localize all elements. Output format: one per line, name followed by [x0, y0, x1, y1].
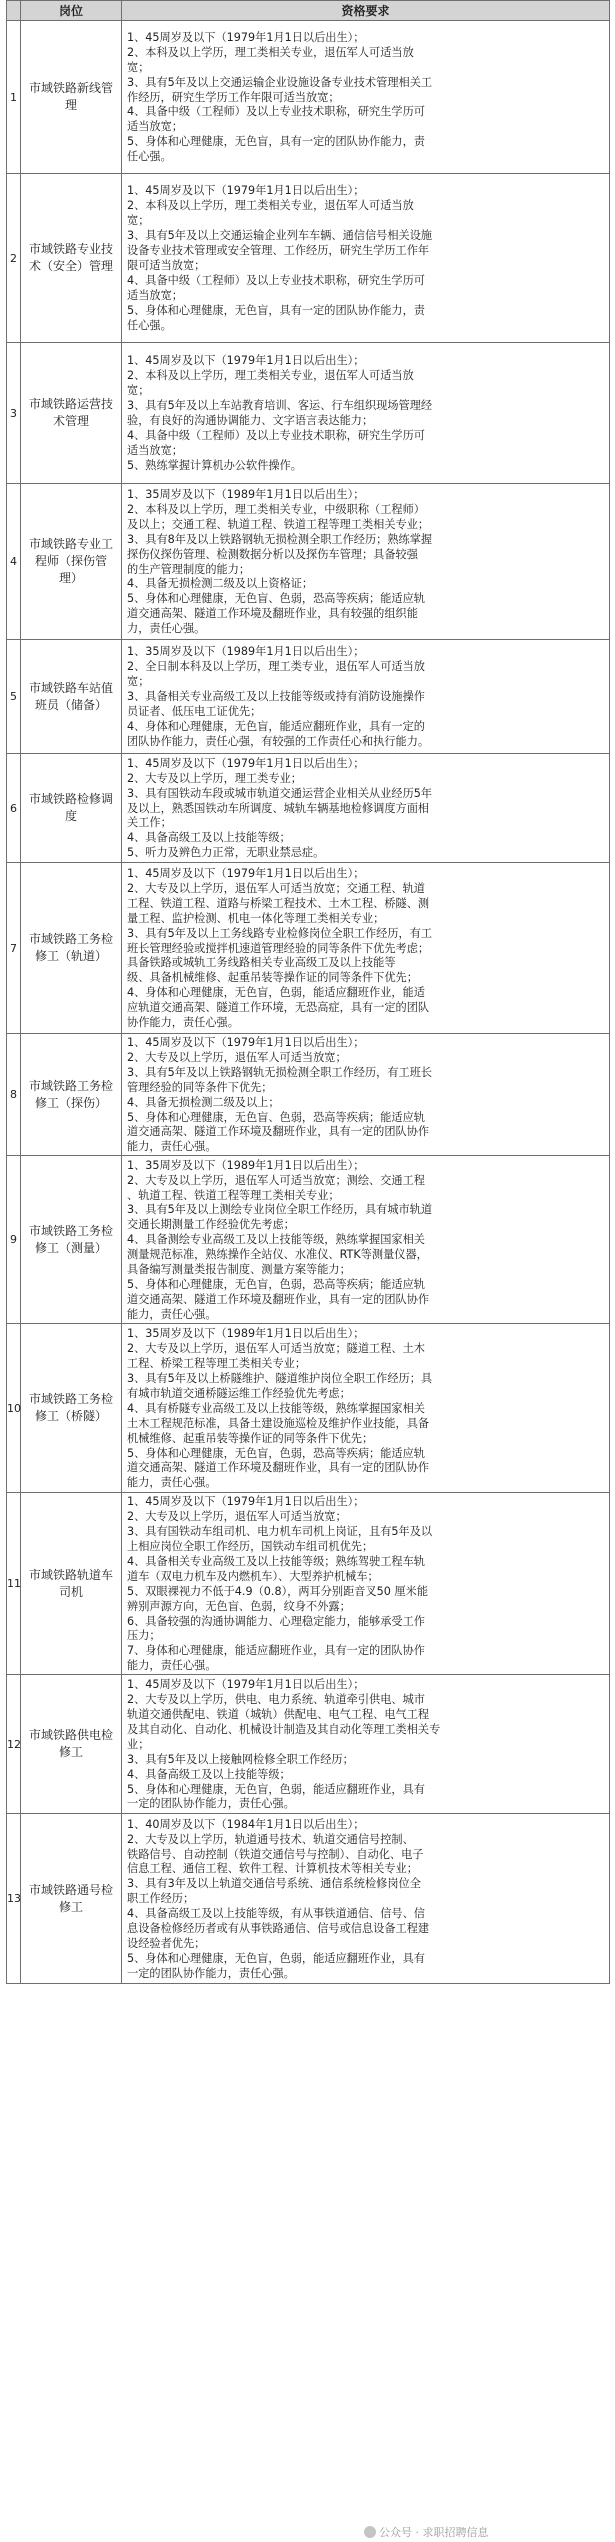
requirements-cell [122, 1324, 610, 1493]
position-name: 市域铁路工务检修工（桥隧） [21, 1324, 122, 1493]
requirement-line: 4、具备无损检测二级及以上； [127, 1095, 280, 1109]
requirement-line: 轨道交通供配电、铁道（城轨）供配电、电气工程、电气工程 [127, 1707, 430, 1721]
requirement-line: 3、具有8年及以上铁路钢轨无损检测全职工作经历；熟练掌握 [127, 532, 433, 546]
requirement-line: 班长管理经验或搅拌机速道管理经验的同等条件下优先考虑； [127, 941, 430, 955]
requirement-line: 4、具备中级（工程师）及以上专业技术职称，研究生学历可 [127, 105, 425, 119]
requirement-line: 1、45周岁及以下（1979年1月1日以后出生）； [127, 1036, 365, 1049]
requirement-line: 3、具有5年及以上桥隧维护、隧道维护岗位全职工作经历；具 [127, 1371, 433, 1385]
requirement-line: 职工作经历； [127, 1892, 195, 1906]
wechat-logo-icon [364, 2526, 376, 2538]
row-number: 4 [7, 484, 21, 640]
requirement-line: 2、大专及以上学历，退伍军人可适当放宽；交通工程、轨道 [127, 881, 425, 895]
requirement-line: 3、具有5年及以上测绘专业岗位全职工作经历，具有城市轨道 [127, 1203, 433, 1217]
position-name: 市域铁路工务检修工（轨道） [21, 863, 122, 1034]
requirements-cell [122, 1814, 610, 1984]
requirement-line: 信息工程、通信工程、软件工程、计算机技术等相关专业； [127, 1862, 418, 1876]
requirements-cell [122, 1493, 610, 1675]
position-name: 市域铁路车站值班员（储备） [21, 640, 122, 754]
requirements-cell [122, 174, 610, 343]
table-row [7, 1675, 610, 1814]
requirement-line: 3、具有5年及以上铁路钢轨无损检测全职工作经历，有工班长 [127, 1065, 433, 1079]
requirement-line: 机械维修、起重吊装等操作证的同等条件下优先； [127, 1431, 374, 1445]
requirement-line: 道交通高架、隧道工作环境及翻班作业，具有较强的组织能 [127, 607, 418, 621]
requirement-line: 1、45周岁及以下（1979年1月1日以后出生）； [127, 1495, 365, 1509]
requirements-table [6, 0, 610, 1984]
header-blank [7, 1, 21, 21]
table-row [7, 484, 610, 640]
requirement-line: 3、具有国铁动车组司机、电力机车司机上岗证，且有5年及以 [127, 1525, 433, 1539]
watermark [360, 2524, 493, 2540]
requirement-line: 宽； [127, 384, 150, 398]
requirement-line: 2、全日制本科及以上学历，理工类专业，退伍军人可适当放 [127, 660, 425, 674]
requirement-line: 及以上，熟悉国铁动车所调度、城轨车辆基地检修调度方面相 [127, 801, 430, 815]
position-name: 市域铁路通号检修工 [21, 1814, 122, 1984]
requirement-line: 2、大专及以上学历，退伍军人可适当放宽；隧道工程、土木 [127, 1342, 425, 1356]
requirement-line: 1、35周岁及以下（1989年1月1日以后出生）； [127, 1327, 365, 1341]
requirement-line: 员证者、低压电工证优先； [127, 704, 262, 718]
requirement-lines [122, 643, 609, 749]
table-row [7, 640, 610, 754]
requirement-line: 适当放宽； [127, 288, 183, 302]
requirement-line: 适当放宽； [127, 120, 183, 134]
row-number: 1 [7, 21, 21, 174]
requirement-lines [122, 1676, 609, 1812]
requirement-line: 级、具备机械维修、起重吊装等操作证的同等条件下优先； [127, 971, 418, 985]
requirement-line: 道交通高架、隧道工作环境及翻班作业，具有一定的团队协作 [127, 1461, 430, 1475]
row-number: 11 [7, 1493, 21, 1675]
requirement-line: 交通长期测量工作经验优先考虑； [127, 1218, 295, 1232]
requirement-line: 作经历，研究生学历工作年限可适当放宽； [127, 90, 340, 104]
requirement-line: 1、45周岁及以下（1979年1月1日以后出生）； [127, 867, 365, 881]
header-requirements: 资格要求 [122, 1, 610, 21]
requirements-cell [122, 484, 610, 640]
position-name: 市域铁路轨道车司机 [21, 1493, 122, 1675]
requirement-line: 、轨道工程、铁道工程等理工类相关专业； [127, 1188, 340, 1202]
position-name: 市域铁路供电检修工 [21, 1675, 122, 1814]
row-number: 2 [7, 174, 21, 343]
requirement-line: 3、具有5年及以上交通运输企业设施设备专业技术管理相关工 [127, 75, 433, 89]
requirement-line: 1、45周岁及以下（1979年1月1日以后出生）； [127, 30, 365, 44]
requirement-line: 3、具有5年及以上交通运输企业列车车辆、通信信号相关设施 [127, 229, 433, 243]
requirement-line: 能力，责任心强。 [127, 1307, 217, 1321]
requirement-line: 能力，责任心强。 [127, 1476, 217, 1490]
requirement-line: 5、身体和心理健康，无色盲，具有一定的团队协作能力，责 [127, 135, 425, 149]
row-number: 6 [7, 754, 21, 863]
requirement-lines [122, 1493, 609, 1674]
requirement-line: 4、具备无损检测二级及以上资格证； [127, 577, 314, 591]
requirement-lines [122, 1034, 609, 1155]
requirement-line: 1、35周岁及以下（1989年1月1日以后出生）； [127, 487, 365, 501]
requirement-line: 具备编写测量类报告制度、测量方案等能力； [127, 1263, 351, 1277]
requirement-line: 具备铁路或城轨工务线路相关专业高级工及以上技能等 [127, 956, 396, 970]
row-number: 5 [7, 640, 21, 754]
requirement-line: 验，有良好的沟通协调能力、文字语言表达能力； [127, 414, 374, 427]
requirement-line: 1、45周岁及以下（1979年1月1日以后出生）； [127, 354, 365, 368]
watermark-text: 公众号 · 求职招聘信息 [379, 2526, 489, 2539]
position-name: 市域铁路工务检修工（测量） [21, 1156, 122, 1324]
requirement-line: 测量规范标准，熟练操作全站仪、水准仪、RTK等测量仪器， [127, 1248, 428, 1262]
requirement-line: 3、具有3年及以上轨道交通信号系统、通信系统检修岗位全 [127, 1877, 421, 1891]
requirement-line: 有城市轨道交通桥隧运维工作经验优先考虑； [127, 1386, 351, 1400]
requirement-lines [122, 865, 609, 1031]
requirement-line: 力，责任心强。 [127, 622, 206, 636]
requirement-line: 5、身体和心理健康，无色盲、色弱，恐高等疾病；能适应轨 [127, 592, 425, 606]
requirement-line: 5、听力及辨色力正常，无职业禁忌症。 [127, 846, 325, 860]
requirement-line: 上相应岗位全职工作经历，国铁动车组司机优先； [127, 1540, 374, 1554]
requirements-cell [122, 21, 610, 174]
requirement-line: 设备专业技术管理或安全管理、工作经历，研究生学历工作年 [127, 244, 430, 258]
requirement-line: 4、具备高级工及以上技能等级； [127, 1767, 291, 1781]
requirement-line: 能力，责任心强。 [127, 1140, 217, 1154]
requirement-line: 4、具备测绘专业高级工及以上技能等级，熟练掌握国家相关 [127, 1233, 425, 1247]
requirement-line: 2、大专及以上学历，退伍军人可适当放宽； [127, 1050, 347, 1064]
requirement-line: 2、大专及以上学历，理工类专业； [127, 771, 302, 785]
requirement-line: 4、具备中级（工程师）及以上专业技术职称，研究生学历可 [127, 428, 425, 442]
requirement-line: 3、具有国铁动车段或城市轨道交通运营企业相关从业经历5年 [127, 786, 433, 800]
requirement-line: 量工程、监护检测、机电一体化等理工类相关专业； [127, 911, 385, 925]
row-number: 10 [7, 1324, 21, 1493]
requirement-line: 4、具备中级（工程师）及以上专业技术职称，研究生学历可 [127, 273, 425, 287]
requirement-line: 3、具有5年及以上车站教育培训、客运、行车组织现场管理经 [127, 399, 433, 413]
requirement-line: 任心强。 [127, 150, 172, 164]
requirement-line: 道车（双电力机车及内燃机车）、大型养护机械车； [127, 1569, 379, 1583]
requirement-lines [122, 1325, 609, 1491]
requirement-line: 5、身体和心理健康，无色盲，色弱，能适应翻班作业，具有 [127, 1782, 425, 1796]
requirement-line: 任心强。 [127, 318, 172, 332]
requirement-line: 2、本科及以上学历，理工类相关专业，退伍军人可适当放 [127, 199, 414, 213]
requirement-lines [122, 1816, 609, 1982]
requirement-line: 协作能力，责任心强。 [127, 1016, 239, 1030]
position-name: 市域铁路工务检修工（探伤） [21, 1034, 122, 1156]
requirement-line: 5、身体和心理健康，无色盲、色弱，恐高等疾病；能适应轨 [127, 1110, 425, 1124]
requirement-line: 2、大专及以上学历，供电、电力系统、轨道牵引供电、城市 [127, 1693, 425, 1707]
requirement-line: 5、熟练掌握计算机办公软件操作。 [127, 458, 302, 472]
requirement-lines [122, 755, 609, 861]
requirement-line: 工程、铁道工程、道路与桥梁工程技术、土木工程、桥隧、测 [127, 896, 430, 910]
requirement-line: 压力； [127, 1629, 161, 1643]
requirement-line: 能力，责任心强。 [127, 1659, 217, 1673]
requirements-cell [122, 863, 610, 1034]
table-row [7, 1034, 610, 1156]
table-row [7, 1493, 610, 1675]
row-number: 8 [7, 1034, 21, 1156]
requirement-line: 宽； [127, 214, 150, 228]
requirement-line: 一定的团队协作能力，责任心强。 [127, 1966, 295, 1980]
requirements-cell [122, 754, 610, 863]
requirement-line: 宽； [127, 60, 150, 74]
requirement-line: 铁路信号、自动控制（铁道交通信号与控制）、自动化、电子 [127, 1847, 424, 1861]
requirement-line: 土木工程规范标准，具备土建设施巡检及维护作业技能，具备 [127, 1416, 430, 1430]
requirement-line: 1、45周岁及以下（1979年1月1日以后出生）； [127, 1678, 365, 1692]
requirement-line: 4、身体和心理健康，无色盲，能适应翻班作业，具有一定的 [127, 719, 425, 733]
requirement-line: 5、身体和心理健康，无色盲，具有一定的团队协作能力，责 [127, 303, 425, 317]
requirement-line: 1、35周岁及以下（1989年1月1日以后出生）； [127, 645, 365, 659]
requirements-cell [122, 1156, 610, 1324]
row-number: 13 [7, 1814, 21, 1984]
requirement-line: 管理经验的同等条件下优先； [127, 1080, 273, 1094]
requirement-line: 5、身体和心理健康，无色盲，色弱，恐高等疾病；能适应轨 [127, 1278, 425, 1292]
requirement-line: 2、大专及以上学历，轨道通号技术、轨道交通信号控制、 [127, 1832, 414, 1846]
requirement-lines [122, 486, 609, 637]
requirement-line: 3、具有5年及以上接触网检修全职工作经历； [127, 1752, 354, 1766]
table-row [7, 1814, 610, 1984]
header-position: 岗位 [21, 1, 122, 21]
requirement-line: 7、身体和心理健康，能适应翻班作业，具有一定的团队协作 [127, 1644, 425, 1658]
requirements-cell [122, 1034, 610, 1156]
requirement-line: 应轨道交通高架、隧道工作环境，无恐高症，具有一定的团队 [127, 1001, 430, 1015]
requirement-line: 道交通高架、隧道工作环境及翻班作业，具有一定的团队协作 [127, 1292, 430, 1306]
requirement-line: 3、具有5年及以上工务线路专业检修岗位全职工作经历，有工 [127, 926, 433, 940]
requirement-line: 设经验者优先； [127, 1937, 206, 1951]
table-header-row [7, 1, 610, 21]
requirement-line: 道交通高架、隧道工作环境及翻班作业，具有一定的团队协作 [127, 1125, 430, 1139]
requirement-line: 2、本科及以上学历，理工类相关专业，退伍军人可适当放 [127, 369, 414, 383]
requirement-line: 工程、桥梁工程等理工类相关专业； [127, 1357, 307, 1371]
requirement-line: 5、身体和心理健康，无色盲，色弱，能适应翻班作业，具有 [127, 1951, 425, 1965]
requirement-line: 4、具备高级工及以上技能等级，有从事铁道通信、信号、信 [127, 1907, 425, 1921]
table-row [7, 343, 610, 484]
requirement-line: 6、具备较强的沟通协调能力、心理稳定能力，能够承受工作 [127, 1614, 425, 1628]
requirement-lines [122, 352, 609, 473]
table-row [7, 863, 610, 1034]
requirement-line: 业； [127, 1737, 150, 1751]
position-name: 市域铁路运营技术管理 [21, 343, 122, 484]
requirement-line: 适当放宽； [127, 443, 183, 457]
requirement-line: 及以上；交通工程、轨道工程、铁道工程等理工类相关专业； [127, 517, 430, 531]
requirements-cell [122, 343, 610, 484]
requirement-line: 辨别声源方向，无色盲、色弱，纹身不外露； [127, 1599, 351, 1613]
position-name: 市域铁路专业技术（安全）管理 [21, 174, 122, 343]
requirement-line: 限可适当放宽； [127, 259, 206, 272]
requirement-line: 4、身体和心理健康，无色盲，色弱，能适应翻班作业，能适 [127, 986, 425, 1000]
requirement-line: 4、具备高级工及以上技能等级； [127, 831, 291, 845]
table-row [7, 754, 610, 863]
table-row [7, 1324, 610, 1493]
requirement-line: 1、40周岁及以下（1984年1月1日以后出生）； [127, 1817, 365, 1831]
requirement-line: 的生产管理制度的能力； [127, 562, 251, 576]
row-number: 7 [7, 863, 21, 1034]
requirement-line: 2、本科及以上学历，理工类相关专业，退伍军人可适当放 [127, 45, 414, 59]
table-row [7, 174, 610, 343]
requirement-line: 4、具有桥隧专业高级工及以上技能等级，熟练掌握国家相关 [127, 1401, 425, 1415]
requirement-line: 1、45周岁及以下（1979年1月1日以后出生）； [127, 756, 365, 770]
row-number: 9 [7, 1156, 21, 1324]
position-name: 市域铁路检修调度 [21, 754, 122, 863]
requirement-lines [122, 29, 609, 165]
requirement-line: 5、身体和心理健康，无色盲，色弱，恐高等疾病；能适应轨 [127, 1446, 425, 1460]
requirement-line: 关工作； [127, 816, 172, 830]
requirement-lines [122, 182, 609, 333]
requirement-line: 1、35周岁及以下（1989年1月1日以后出生）； [127, 1158, 365, 1172]
requirements-cell [122, 1675, 610, 1814]
row-number: 3 [7, 343, 21, 484]
requirement-line: 息设备检修经历者或有从事铁路通信、信号或信息设备工程建 [127, 1922, 430, 1936]
requirement-line: 1、45周岁及以下（1979年1月1日以后出生）； [127, 184, 365, 198]
position-name: 市域铁路新线管理 [21, 21, 122, 174]
requirement-line: 团队协作能力，责任心强，有较强的工作责任心和执行能力。 [127, 734, 430, 748]
requirement-line: 2、大专及以上学历，退伍军人可适当放宽； [127, 1510, 347, 1524]
requirement-line: 一定的团队协作能力，责任心强。 [127, 1797, 295, 1811]
table-row [7, 21, 610, 174]
requirements-cell [122, 640, 610, 754]
table-row [7, 1156, 610, 1324]
requirement-line: 探伤仪探伤管理、检测数据分析以及探伤车管理；具备较强 [127, 547, 418, 561]
requirement-line: 5、双眼裸视力不低于4.9（0.8），两耳分别距音叉50 厘米能 [127, 1584, 429, 1598]
requirement-line: 2、大专及以上学历，退伍军人可适当放宽；测绘、交通工程 [127, 1173, 425, 1187]
requirement-line: 4、具备相关专业高级工及以上技能等级；熟练驾驶工程车轨 [127, 1554, 425, 1568]
requirement-line: 及其自动化、自动化、机械设计制造及其自动化等理工类相关专 [127, 1722, 441, 1736]
requirement-line: 3、具备相关专业高级工及以上技能等级或持有消防设施操作 [127, 690, 425, 704]
requirement-line: 2、本科及以上学历，理工类相关专业，中级职称（工程师） [127, 502, 425, 516]
position-name: 市域铁路专业工程师（探伤管理） [21, 484, 122, 640]
requirement-lines [122, 1157, 609, 1323]
requirement-line: 宽； [127, 675, 150, 689]
row-number: 12 [7, 1675, 21, 1814]
